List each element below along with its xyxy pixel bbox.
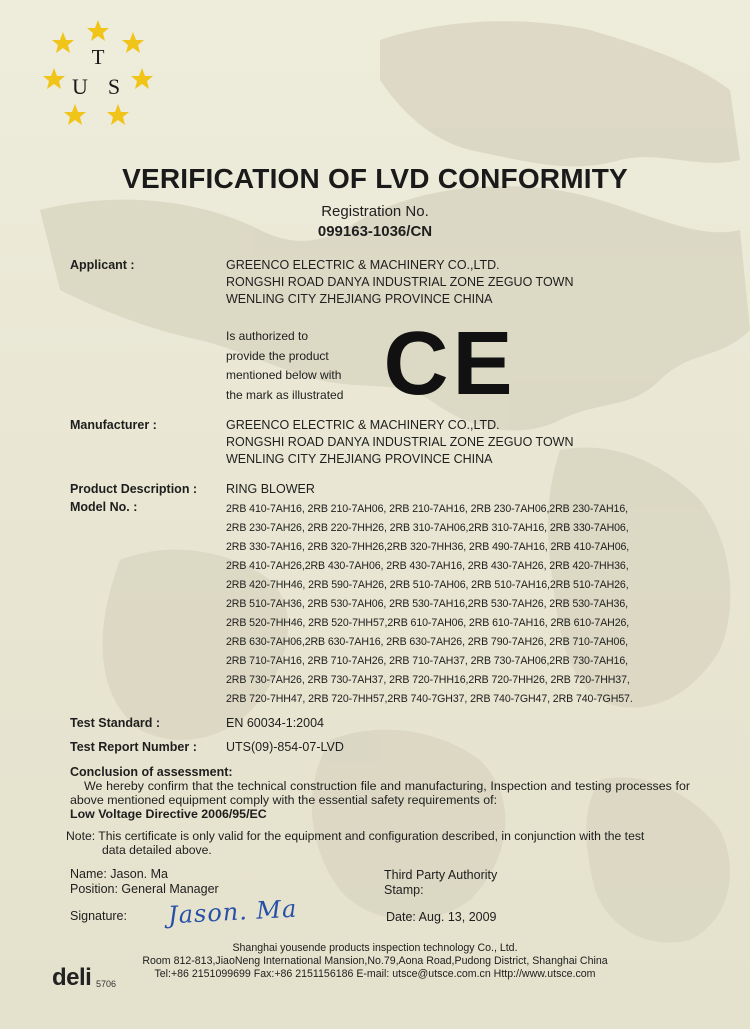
applicant-address: [226, 257, 574, 308]
authorization-line: provide the product: [226, 348, 329, 363]
manufacturer-label: Manufacturer :: [70, 418, 157, 432]
model-line: 2RB 410-7AH26,2RB 430-7AH06, 2RB 430-7AH16, 2RB 430-7AH26, 2RB 420-7HH36,: [226, 560, 629, 572]
test-standard-value: EN 60034-1:2004: [226, 716, 324, 730]
directive-name: Low Voltage Directive 2006/95/EC: [70, 807, 267, 821]
model-line: 2RB 230-7AH26, 2RB 220-7HH26, 2RB 310-7AH06,2RB 310-7AH16, 2RB 330-7AH06,: [226, 522, 629, 534]
logo-letter-s: S: [107, 74, 121, 99]
signatory-name: Name: Jason. Ma: [70, 867, 168, 881]
conclusion-title: Conclusion of assessment:: [70, 765, 233, 779]
signatory-position: Position: General Manager: [70, 882, 219, 896]
validity-note: [66, 830, 694, 857]
product-description-value: RING BLOWER: [226, 482, 315, 496]
ce-mark: [383, 314, 517, 414]
authorization-line: the mark as illustrated: [226, 387, 344, 402]
manufacturer-line: GREENCO ELECTRIC & MACHINERY CO.,LTD.: [226, 418, 500, 432]
conclusion-text: We hereby confirm that the technical construction file and manufacturing, Inspection and testing processes for above mentioned equipment comply with the essential safety requirements of:: [70, 779, 690, 807]
logo-stars: [43, 20, 153, 125]
footer-contact: Tel:+86 2151099699 Fax:+86 2151156186 E-mail: utsce@utsce.com.cn Http://www.utsce.com: [154, 968, 596, 980]
authorization-line: mentioned below with: [226, 368, 342, 382]
model-line: 2RB 630-7AH06,2RB 630-7AH16, 2RB 630-7AH26, 2RB 790-7AH26, 2RB 710-7AH06,: [226, 636, 628, 648]
third-party-authority: Third Party Authority: [384, 868, 498, 882]
test-report-value: UTS(09)-854-07-LVD: [226, 740, 344, 754]
stamp-label: Stamp:: [384, 883, 424, 897]
model-number-list: [226, 500, 633, 709]
applicant-line: RONGSHI ROAD DANYA INDUSTRIAL ZONE ZEGUO TOWN: [226, 275, 574, 289]
test-report-label: Test Report Number :: [70, 740, 197, 754]
product-description-label: Product Description :: [70, 482, 198, 496]
certificate-title: VERIFICATION OF LVD CONFORMITY: [122, 163, 628, 194]
paper-brand: deli: [52, 964, 92, 991]
manufacturer-address: [226, 417, 574, 468]
model-line: 2RB 410-7AH16, 2RB 210-7AH06, 2RB 210-7AH16, 2RB 230-7AH06,2RB 230-7AH16,: [226, 503, 628, 515]
authorization-text: [226, 327, 343, 405]
issue-date: Date: Aug. 13, 2009: [386, 910, 497, 924]
paper-code: 5706: [96, 979, 117, 989]
manufacturer-line: RONGSHI ROAD DANYA INDUSTRIAL ZONE ZEGUO TOWN: [226, 435, 574, 449]
applicant-line: GREENCO ELECTRIC & MACHINERY CO.,LTD.: [226, 258, 500, 272]
registration-label: Registration No.: [321, 203, 429, 220]
handwritten-signature: Jason. Ma: [167, 894, 298, 930]
tus-logo: [40, 16, 152, 128]
logo-letter-u: U: [72, 74, 88, 99]
model-number-label: Model No. :: [70, 500, 138, 514]
footer-address: Room 812-813,JiaoNeng International Mansion,No.79,Aona Road,Pudong District, Shanghai China: [142, 955, 608, 967]
applicant-line: WENLING CITY ZHEJIANG PROVINCE CHINA: [226, 292, 493, 306]
registration-number: 099163-1036/CN: [317, 223, 433, 240]
applicant-label: Applicant :: [70, 258, 135, 272]
note-line: data detailed above.: [102, 842, 212, 857]
model-line: 2RB 710-7AH16, 2RB 710-7AH26, 2RB 710-7AH37, 2RB 730-7AH06,2RB 730-7AH16,: [226, 655, 628, 667]
model-line: 2RB 510-7AH36, 2RB 530-7AH06, 2RB 530-7AH16,2RB 530-7AH26, 2RB 530-7AH36,: [226, 598, 628, 610]
model-line: 2RB 420-7HH46, 2RB 590-7AH26, 2RB 510-7AH06, 2RB 510-7AH16,2RB 510-7AH26,: [226, 579, 629, 591]
ce-mark-text: CE: [383, 314, 517, 414]
model-line: 2RB 730-7AH26, 2RB 730-7AH37, 2RB 720-7HH16,2RB 720-7HH26, 2RB 720-7HH37,: [226, 674, 630, 686]
model-line: 2RB 720-7HH47, 2RB 720-7HH57,2RB 740-7GH37, 2RB 740-7GH47, 2RB 740-7GH57.: [226, 693, 633, 705]
logo-letter-t: T: [91, 45, 105, 69]
conclusion-body: [70, 779, 690, 807]
signature-label: Signature:: [70, 909, 127, 923]
model-line: 2RB 520-7HH46, 2RB 520-7HH57,2RB 610-7AH06, 2RB 610-7AH16, 2RB 610-7AH26,: [226, 617, 630, 629]
authorization-line: Is authorized to: [226, 329, 309, 343]
manufacturer-line: WENLING CITY ZHEJIANG PROVINCE CHINA: [226, 452, 493, 466]
footer-organization: Shanghai yousende products inspection technology Co., Ltd.: [232, 942, 518, 954]
model-line: 2RB 330-7AH16, 2RB 320-7HH26,2RB 320-7HH36, 2RB 490-7AH16, 2RB 410-7AH06,: [226, 541, 630, 553]
test-standard-label: Test Standard :: [70, 716, 161, 730]
note-line: Note: This certificate is only valid for the equipment and configuration described, in conjunction with the test: [66, 829, 645, 843]
